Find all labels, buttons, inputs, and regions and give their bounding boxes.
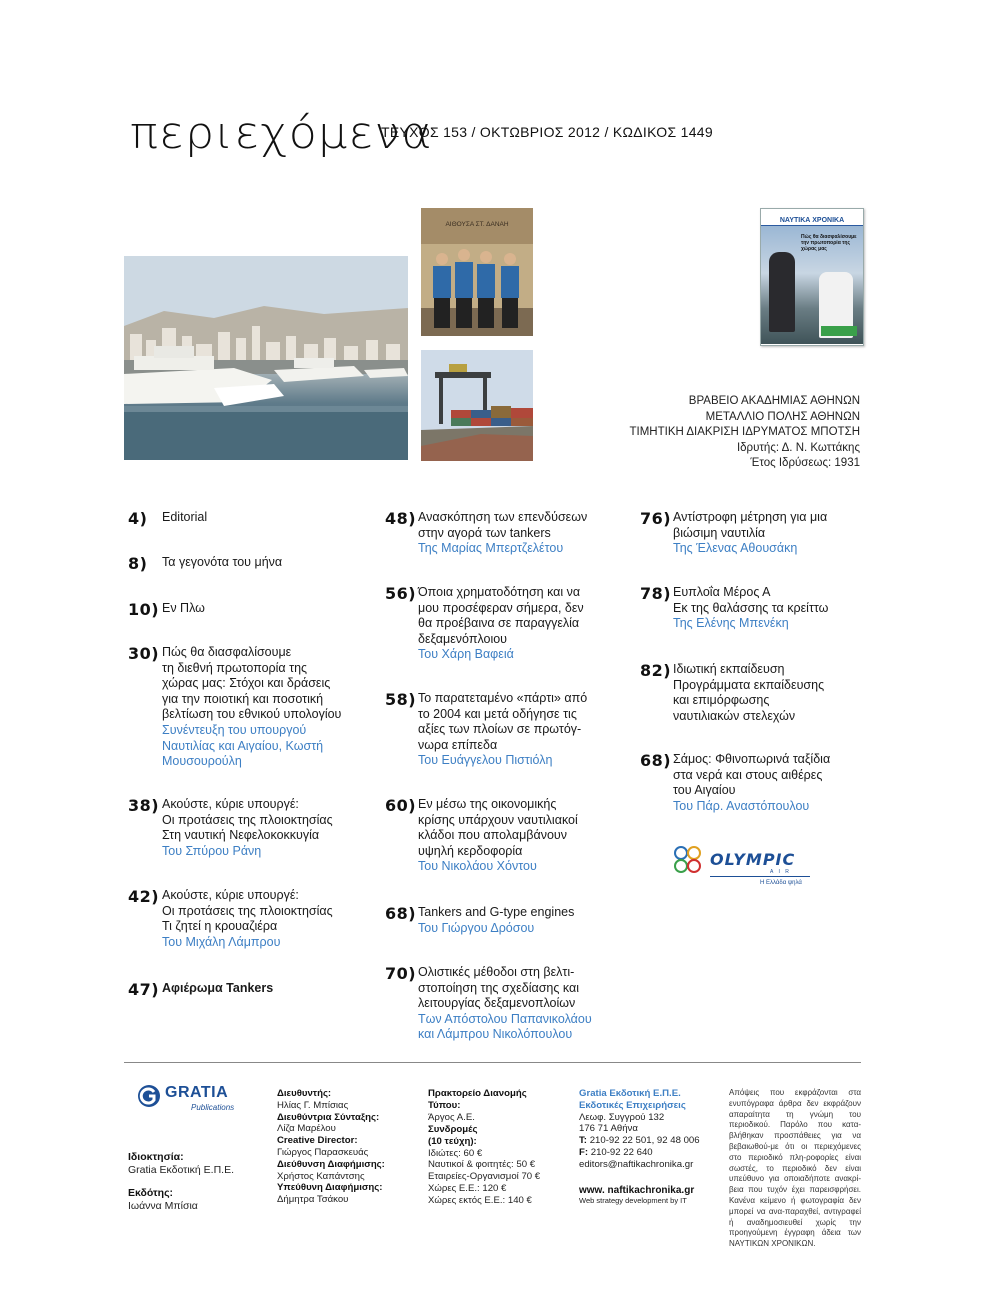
staff-role: Διεύθυνση Διαφήμισης: xyxy=(277,1158,385,1170)
web-credit: Web strategy development by IT xyxy=(579,1196,687,1206)
toc-page-number: 76) xyxy=(640,509,672,528)
toc-author-line: Της Ελένης Μπενέκη xyxy=(673,616,789,631)
toc-title-line: κλάδοι που απολαμβάνουν xyxy=(418,828,567,843)
owner-label: Ιδιοκτησία: xyxy=(128,1151,184,1163)
toc-entry[interactable] xyxy=(385,691,587,769)
toc-author-line: Ναυτιλίας και Αιγαίου, Κωστή xyxy=(162,738,324,753)
toc-title-line: νωρα επίπεδα xyxy=(418,737,498,752)
toc-page-number: 38) xyxy=(128,796,160,815)
staff-name: Χρήστος Καπάντσης xyxy=(277,1170,365,1182)
magazine-cover xyxy=(760,208,864,346)
olympic-rule xyxy=(710,876,810,877)
toc-title-line: βιώσιμη ναυτιλία xyxy=(673,525,766,540)
issue-line: ΤΕΥΧΟΣ 153 / ΟΚΤΩΒΡΙΟΣ 2012 / ΚΩΔΙΚΟΣ 1449 xyxy=(381,124,713,140)
toc-title-line: Το παρατεταμένο «πάρτι» από xyxy=(418,691,588,705)
crew-scene xyxy=(421,208,533,336)
toc-author-line: Του Νικολάου Χόντου xyxy=(418,859,537,874)
toc-author-line: και Λάμπρου Νικολόπουλου xyxy=(418,1027,573,1042)
toc-title-line: κρίσης υπάρχουν ναυτιλιακοί xyxy=(418,812,578,827)
toc-entry[interactable] xyxy=(640,752,830,814)
toc-author-line: Του Ευάγγελου Πιστιόλη xyxy=(418,753,553,768)
toc-entry[interactable] xyxy=(128,888,333,950)
cover-masthead-text: ΝΑΥΤΙΚΑ ΧΡΟΝΙΚΑ xyxy=(779,217,845,224)
toc-title-line: θα προέβαινα σε παραγγελία xyxy=(418,616,580,631)
toc-page-number: 10) xyxy=(128,600,160,619)
toc-author-line: Των Απόστολου Παπανικολάου xyxy=(418,1011,592,1026)
toc-title-line: Τι ζητεί η κρουαζιέρα xyxy=(162,919,278,934)
publisher-label: Εκδότης: xyxy=(128,1187,174,1199)
toc-title-line: ναυτιλιακών στελεχών xyxy=(673,708,796,723)
toc-title-line: Ανασκόπηση των επενδύσεων xyxy=(418,510,588,524)
toc-author-line: Του Χάρη Βαφειά xyxy=(418,647,514,662)
staff-role: Διευθυντής: xyxy=(277,1088,332,1099)
toc-page-number: 78) xyxy=(640,584,672,603)
toc-title-line: Όποια χρηματοδότηση και να xyxy=(418,585,581,599)
company-phone: Τ: 210-92 22 501, 92 48 006 xyxy=(579,1135,700,1147)
toc-author-line: Συνέντευξη του υπουργού xyxy=(162,722,307,737)
gratia-brand: GRATIA xyxy=(165,1084,229,1101)
cover-image xyxy=(761,226,863,344)
toc-title-line: Πώς θα διασφαλίσουμε xyxy=(162,645,292,659)
company-fax: F: 210-92 22 640 xyxy=(579,1146,653,1158)
toc-title-line: Tankers and G-type engines xyxy=(418,905,575,919)
toc-title-line: Αντίστροφη μέτρηση για μια xyxy=(673,510,828,524)
publisher-value: Ιωάννα Μπίσια xyxy=(128,1199,198,1212)
subscription-price: Χώρες Ε.Ε.: 120 € xyxy=(428,1182,507,1194)
toc-entry[interactable] xyxy=(128,797,333,859)
toc-entry[interactable] xyxy=(385,797,578,875)
toc-title-line: Εκ της θαλάσσης τα κρείττω xyxy=(673,600,829,615)
company-website[interactable]: www. naftikachronika.gr xyxy=(579,1184,695,1196)
distribution-label: Πρακτορείο Διανομής Τύπου: xyxy=(428,1088,527,1111)
toc-title-line: Τα γεγονότα του μήνα xyxy=(162,555,283,569)
staff-name: Ηλίας Γ. Μπίσιας xyxy=(277,1099,349,1111)
company-address: Λεωφ. Συγγρού 132 xyxy=(579,1111,665,1123)
subscription-price: Χώρες εκτός Ε.Ε.: 140 € xyxy=(428,1194,532,1206)
toc-entry[interactable] xyxy=(385,965,592,1043)
toc-title-line: δεξαμενόπλοιου xyxy=(418,631,508,646)
publisher-block xyxy=(128,1187,198,1212)
footer-divider xyxy=(124,1062,861,1063)
toc-page-number: 8) xyxy=(128,554,148,573)
page-title: περιεχόμενα xyxy=(130,108,433,159)
olympic-air-ad[interactable] xyxy=(670,840,830,890)
toc-title-line: Ολιστικές μέθοδοι στη βελτι- xyxy=(418,965,575,979)
port-scene xyxy=(421,350,533,461)
toc-page-number: 30) xyxy=(128,644,160,663)
toc-page-number: 48) xyxy=(385,509,417,528)
award-line: ΒΡΑΒΕΙΟ ΑΚΑΔΗΜΙΑΣ ΑΘΗΝΩΝ xyxy=(688,395,860,407)
award-line: ΤΙΜΗΤΙΚΗ ΔΙΑΚΡΙΣΗ ΙΔΡΥΜΑΤΟΣ ΜΠΟΤΣΗ xyxy=(629,426,860,438)
harbor-scene xyxy=(124,256,408,460)
toc-author-line: Της Μαρίας Μπερτζελέτου xyxy=(418,541,564,556)
toc-author-line: Μουσουρούλη xyxy=(162,754,242,769)
toc-title-line: μου προσέφεραν σήμερα, δεν xyxy=(418,600,584,615)
toc-entry[interactable] xyxy=(385,510,587,557)
distribution-block xyxy=(428,1088,548,1123)
toc-entry[interactable] xyxy=(640,510,827,557)
staff-role: Creative Director: xyxy=(277,1135,358,1147)
gratia-sub: Publications xyxy=(191,1103,235,1112)
toc-title-line: υψηλή κερδοφορία xyxy=(418,843,523,858)
harbor-photo xyxy=(124,256,408,460)
cover-figure xyxy=(769,252,795,332)
toc-title-line: Αφιέρωμα Tankers xyxy=(162,981,274,995)
toc-title-line: Ακούστε, κύριε υπουργέ: xyxy=(162,888,299,902)
gratia-logo-icon xyxy=(137,1084,161,1108)
company-name: Gratia Εκδοτική Ε.Π.Ε. xyxy=(579,1088,681,1099)
toc-title-line: αξίες των πλοίων σε πρωτόγ- xyxy=(418,722,582,737)
toc-title-line: στοποίηση της σχεδίασης και xyxy=(418,980,579,995)
toc-entry[interactable] xyxy=(385,905,574,936)
toc-page-number: 58) xyxy=(385,690,417,709)
toc-title-line: στα νερά και στους αιθέρες xyxy=(673,767,823,782)
toc-title-line: Εν Πλω xyxy=(162,601,205,615)
toc-author-line: Του Πάρ. Αναστόπουλου xyxy=(673,798,810,813)
toc-author-line: Του Μιχάλη Λάμπρου xyxy=(162,934,281,949)
award-line: ΜΕΤΑΛΛΙΟ ΠΟΛΗΣ ΑΘΗΝΩΝ xyxy=(705,410,860,423)
staff-block xyxy=(277,1088,385,1206)
olympic-brand: OLYMPIC xyxy=(710,850,796,869)
toc-entry[interactable] xyxy=(640,585,828,632)
crew-photo xyxy=(421,208,533,336)
toc-entry[interactable] xyxy=(640,662,824,724)
toc-title-line: και επιμόρφωσης xyxy=(673,693,770,708)
staff-name: Γιώργος Παρασκευάς xyxy=(277,1146,369,1158)
cover-masthead xyxy=(761,209,863,226)
toc-page-number: 47) xyxy=(128,980,160,999)
subscription-price: Εταιρείες-Οργανισμοί 70 € xyxy=(428,1171,541,1183)
toc-title-line: Ιδιωτική εκπαίδευση xyxy=(673,662,785,676)
toc-page-number: 82) xyxy=(640,661,672,680)
toc-title-line: του Αιγαίου xyxy=(673,783,736,798)
olympic-rings-icon xyxy=(672,844,704,876)
toc-entry[interactable] xyxy=(128,645,341,770)
toc-author-line: Της Έλενας Αθουσάκη xyxy=(673,541,798,556)
port-photo xyxy=(421,350,533,461)
gratia-logo xyxy=(137,1082,247,1114)
toc-title-line: Editorial xyxy=(162,510,208,524)
company-block xyxy=(579,1088,719,1205)
toc-title-line: Στη ναυτική Νεφελοκοκκυγία xyxy=(162,828,320,843)
company-email[interactable]: editors@naftikachronika.gr xyxy=(579,1158,694,1170)
distribution-value: Άργος Α.Ε. xyxy=(428,1111,475,1123)
toc-title-line: τη διεθνή πρωτοπορία της xyxy=(162,660,308,675)
toc-title-line: για την ποιοτική και ποσοτική xyxy=(162,691,324,706)
toc-title-line: Σάμος: Φθινοπωρινά ταξίδια xyxy=(673,752,831,766)
toc-title-line: Προγράμματα εκπαίδευσης xyxy=(673,677,825,692)
toc-page-number: 60) xyxy=(385,796,417,815)
toc-entry[interactable] xyxy=(385,585,584,663)
crew-photo-sign: ΑΙΘΟΥΣΑ ΣΤ. ΔΑΝΑΗ xyxy=(445,221,509,228)
toc-entry[interactable] xyxy=(128,555,282,571)
company-desc: Εκδοτικές Επιχειρήσεις xyxy=(579,1099,686,1111)
olympic-tagline: Η Ελλάδα ψηλά xyxy=(760,880,802,886)
staff-name: Λίζα Μαρέλου xyxy=(277,1123,336,1135)
toc-title-line: Εν μέσω της οικονομικής xyxy=(418,797,557,811)
owner-value: Gratia Εκδοτική Ε.Π.Ε. xyxy=(128,1163,234,1176)
toc-page-number: 70) xyxy=(385,964,417,983)
toc-page-number: 56) xyxy=(385,584,417,603)
subscription-price: Ιδιώτες: 60 € xyxy=(428,1147,483,1159)
staff-role: Υπεύθυνη Διαφήμισης: xyxy=(277,1182,383,1194)
toc-title-line: χώρας μας: Στόχοι και δράσεις xyxy=(162,676,331,691)
founder-line: Ιδρυτής: Δ. Ν. Κωττάκης xyxy=(736,441,860,454)
toc-title-line: λειτουργίας δεξαμενοπλοίων xyxy=(418,996,576,1011)
subscriptions-block xyxy=(428,1124,540,1207)
company-city: 176 71 Αθήνα xyxy=(579,1123,638,1135)
toc-page-number: 68) xyxy=(640,751,672,770)
subscriptions-sub-label: (10 τεύχη): xyxy=(428,1135,477,1147)
toc-author-line: Του Σπύρου Ράνη xyxy=(162,843,262,858)
staff-name: Δήμητρα Τσάκου xyxy=(277,1194,349,1206)
toc-entry[interactable] xyxy=(128,510,207,526)
cover-banner xyxy=(821,326,857,336)
toc-title-line: το 2004 και μετά οδήγησε τις xyxy=(418,706,577,721)
toc-page-number: 68) xyxy=(385,904,417,923)
toc-entry[interactable] xyxy=(128,601,205,617)
toc-entry[interactable] xyxy=(128,981,273,997)
disclaimer: Απόψεις που εκφράζονται στα ενυπόγραφα άρθρα δεν εκφράζουν απαραίτητα τη γνώμη του περιοδικού. Παρόλο που κατα-βλήθηκαν προσπάθειες για να βεβαιωθού-με ότι οι περιεχόμενες στο περιοδικό πλη-ροφορίες είναι σωστές, το περιοδικό δεν είναι υπεύθυνο για οποιαδήποτε ανακρί-βεια που τυχόν έχει παρεισφρήσει. Κανένα κείμενο ή φωτογραφία δεν μπορεί να ανα-παραχθεί, αντιγραφεί ή αναδημοσιευθεί χωρίς την προηγούμενη έγγραφη άδεια των ΝΑΥΤΙΚΩΝ ΧΡΟΝΙΚΩΝ. xyxy=(729,1088,861,1249)
toc-title-line: στην αγορά των tankers xyxy=(418,525,551,540)
toc-page-number: 42) xyxy=(128,887,160,906)
founded-year-line: Έτος Ιδρύσεως: 1931 xyxy=(750,457,860,469)
toc-author-line: Του Γιώργου Δρόσου xyxy=(418,920,535,935)
toc-page-number: 4) xyxy=(128,509,148,528)
toc-title-line: Ακούστε, κύριε υπουργέ: xyxy=(162,797,299,811)
owner-block xyxy=(128,1151,234,1176)
subscription-price: Ναυτικοί & φοιτητές: 50 € xyxy=(428,1159,536,1171)
toc-title-line: Ευπλοΐα Μέρος Α xyxy=(673,585,771,599)
toc-title-line: βελτίωση του εθνικού υπολογίου xyxy=(162,707,342,722)
subscriptions-label: Συνδρομές xyxy=(428,1124,478,1135)
olympic-sub: A I R xyxy=(770,869,791,875)
toc-title-line: Οι προτάσεις της πλοιοκτησίας xyxy=(162,812,333,827)
staff-role: Διευθύντρια Σύνταξης: xyxy=(277,1111,380,1123)
toc-title-line: Οι προτάσεις της πλοιοκτησίας xyxy=(162,903,333,918)
cover-headline: Πώς θα διασφαλίσουμε την πρωτοπορία της χώρας μας xyxy=(801,234,857,252)
awards-block xyxy=(560,394,860,472)
